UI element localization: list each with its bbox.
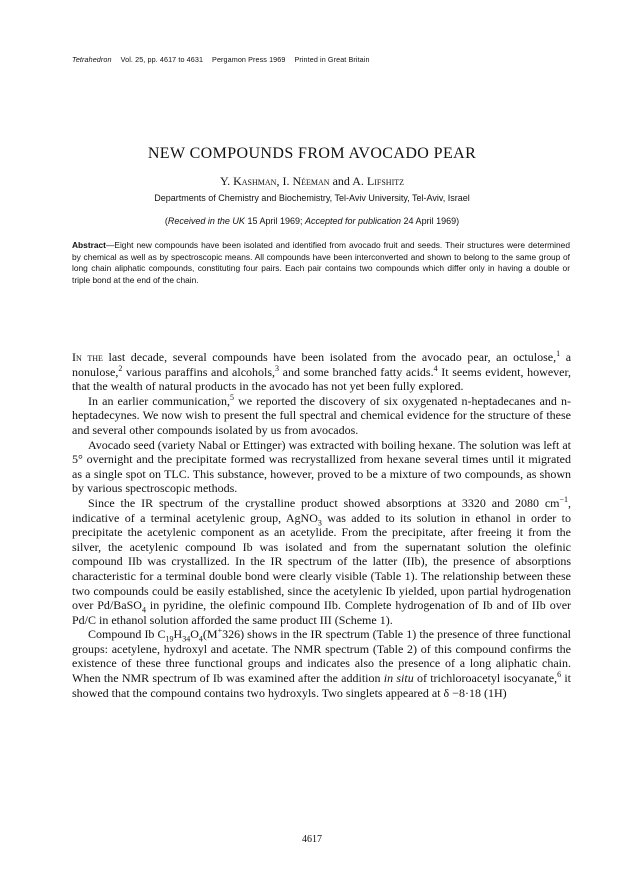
- author-1-surname: Kashman: [233, 174, 277, 188]
- subscript: 4: [198, 634, 203, 644]
- text-run: 326) shows in the IR spectrum (Table 1) the presence of three functional groups: acetylene, hydroxyl and acetate. The NMR spectrum (Table 2) of this compound confirms the existence of these three functional groups and indicates also the presence of a long aliphatic chain. When the NMR spectrum of Ib was examined after the addition: [72, 627, 571, 686]
- subscript: 4: [141, 605, 146, 615]
- author-1-initial: Y.: [219, 174, 234, 188]
- italic-term: in situ: [383, 671, 414, 686]
- body-text: [72, 350, 571, 700]
- subscript: 19: [165, 634, 174, 644]
- paragraph-1: [72, 350, 571, 394]
- paragraph-4: [72, 496, 571, 627]
- superscript: +: [217, 626, 223, 636]
- accepted-date: 24 April 1969): [401, 216, 460, 226]
- author-separator: , I.: [276, 174, 293, 188]
- author-separator: and A.: [329, 174, 367, 188]
- subscript: 3: [317, 517, 322, 527]
- text-run: Compound Ib C: [88, 627, 166, 642]
- received-label: Received in the UK: [167, 216, 245, 226]
- text-run: last decade, several compounds have been isolated from the avocado pear, an octulose,: [102, 350, 557, 364]
- text-run: H: [173, 627, 183, 642]
- running-header: [72, 55, 370, 64]
- author-3-surname: Lifshitz: [366, 174, 405, 188]
- printed-in: Printed in Great Britain: [294, 55, 370, 64]
- text-run: in pyridine, the olefinic compound IIb. Complete hydrogenation of Ib and of IIb over Pd/C in ethanol solution afforded the same product III (Scheme 1).: [72, 598, 572, 627]
- superscript: −1: [559, 494, 568, 504]
- text-run: It seems evident, however, that the wealth of natural products in the avocado has not yet been fully explored.: [72, 364, 571, 394]
- paper-title: NEW COMPOUNDS FROM AVOCADO PEAR: [147, 145, 477, 162]
- accepted-label: Accepted for publication: [304, 216, 402, 226]
- text-run: was added to its solution in ethanol in order to precipitate the acetylenic component as an acetylide. From the precipitate, after freeing it from the silver, the acetylenic compound Ib was isolated and from the supernatant solution the olefinic compound IIb was crystallized. In the IR spectrum of the latter (IIb), the presence of absorptions characteristic for a terminal double bond were clearly visible (Table 1). The relationship between these two compounds could be easily established, since the acetylenic Ib yielded, upon partial hydrogenation over Pd/BaSO: [72, 510, 571, 613]
- journal-name: Tetrahedron: [72, 55, 112, 64]
- paragraph-3: Avocado seed (variety Nabal or Ettinger) was extracted with boiling hexane. The solution was left at 5° overnight and the precipitate formed was recrystallized from hexane several times until it migrated as a single spot on TLC. This substance, however, proved to be a mixture of two compounds, as shown by various spectroscopic methods.: [72, 437, 571, 496]
- paren-open: (: [164, 216, 168, 226]
- reference-mark: 1: [556, 349, 561, 358]
- abstract-text: —Eight new compounds have been isolated and identified from avocado fruit and seeds. Their structures were determined by chemical as well as by spectroscopic means. All compounds have been interconverted and shown to belong to the same group of long chain aliphatic compounds, constituting four pairs. Each pair contains two compounds which differ only in having a double or triple bond at the end of the chain.: [72, 240, 570, 285]
- received-dates: [0, 216, 624, 226]
- page-number: 4617: [302, 834, 322, 845]
- paragraph-5: [72, 627, 571, 700]
- publisher: Pergamon Press 1969: [212, 55, 286, 64]
- author-2-surname: Néeman: [292, 174, 330, 188]
- affiliation: Departments of Chemistry and Biochemistry, Tel-Aviv University, Tel-Aviv, Israel: [154, 193, 470, 203]
- reference-mark: 3: [275, 363, 280, 373]
- reference-mark: 4: [433, 363, 438, 373]
- text-run: , indicative of a terminal acetylenic group, AgNO: [72, 495, 571, 525]
- smallcaps-lead: In the: [72, 350, 103, 364]
- text-run: Since the IR spectrum of the crystalline product showed absorptions at 3320 and 2080 cm: [88, 495, 560, 510]
- reference-mark: 5: [229, 392, 234, 402]
- text-run: (M: [202, 627, 218, 642]
- subscript: 34: [182, 634, 191, 644]
- paragraph-2: [72, 394, 571, 438]
- text-run: various paraffins and alcohols,: [122, 364, 276, 379]
- author-list: [0, 174, 624, 189]
- text-run: O: [190, 627, 199, 642]
- reference-mark: 2: [118, 363, 123, 373]
- received-date: 15 April 1969;: [244, 216, 305, 226]
- abstract: [72, 240, 570, 286]
- volume-pages: Vol. 25, pp. 4617 to 4631: [120, 55, 204, 64]
- text-run: a nonulose,: [72, 350, 572, 379]
- reference-mark: 6: [557, 670, 562, 680]
- text-run: it showed that the compound contains two hydroxyls. Two singlets appeared at δ −8·18 (1H): [72, 671, 572, 700]
- text-run: we reported the discovery of six oxygenated n-heptadecanes and n-heptadecynes. We now wish to present the full spectral and chemical evidence for the structure of these and several other compounds isolated by us from avocados.: [72, 393, 572, 437]
- abstract-heading: Abstract: [72, 240, 106, 250]
- text-run: of trichloroacetyl isocyanate,: [413, 671, 558, 686]
- text-run: and some branched fatty acids.: [279, 364, 434, 379]
- text-run: In an earlier communication,: [88, 393, 230, 408]
